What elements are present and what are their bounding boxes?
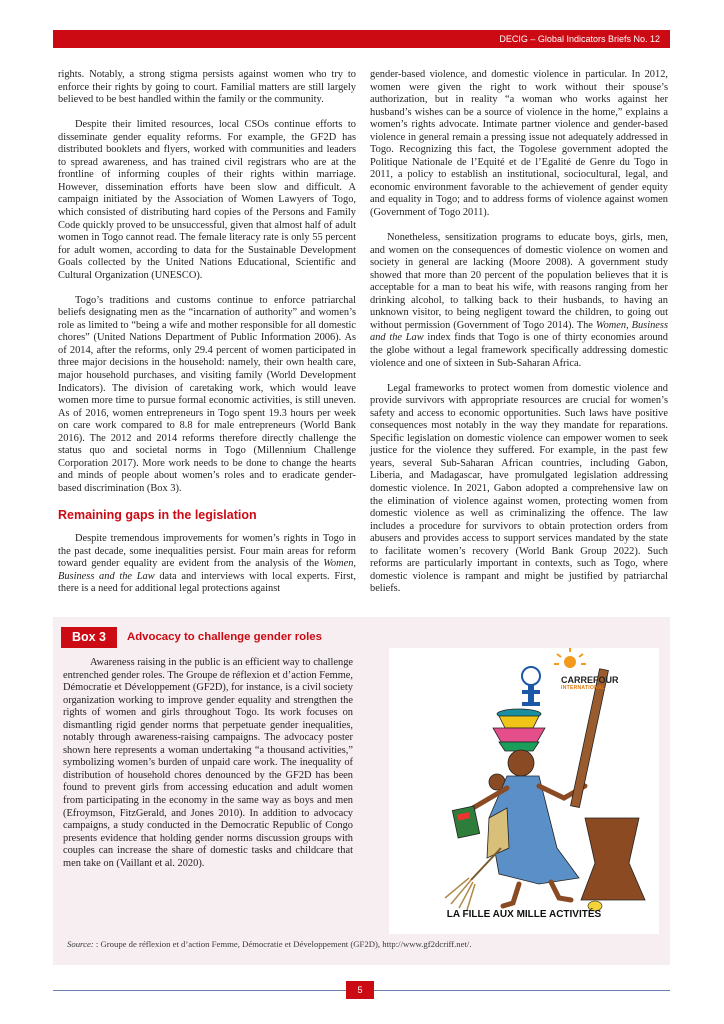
header-title: DECIG – Global Indicators Briefs No. 12 <box>499 34 660 44</box>
box-paragraph: Awareness raising in the public is an efficient way to challenge entrenched gender roles. The Groupe de réflexion et d’action Femme, Démocratie et Développement (GF2D), for instance, is a civil society organization working to improve gender equality and strengthen the rights of women and girls throughout Togo. Its work focuses on dismantling rigid gender norms that perpetuate gender inequalities, notably through awareness-raising campaigns. The advocacy poster shown here represents a woman undertaking “a thousand activities,” symbolizing women’s burden of unpaid care work. The inequality of distribution of household chores denounced by the GF2D has been found to prevent girls from accessing education and adult women from participating in the economy in the same way as boys and men (Efroymson, FitzGerald, and Jones 2010). In addition to advocacy campaigns, a study conducted in the Democratic Republic of Congo presents evidence that holding gender norms discussion groups with couples can increase the share of domestic tasks and childcare that men take on (Vaillant et al. 2020). <box>63 657 353 869</box>
source-label: Source: <box>67 939 94 949</box>
left-paragraph-1: rights. Notably, a strong stigma persists against women who try to enforce their rights by going to court. Familial matters are still largely believed to be best handled within the family or the community. <box>58 69 356 106</box>
box-3 <box>53 617 670 965</box>
box-label: Box 3 <box>61 627 117 648</box>
box-source <box>67 939 472 949</box>
left-column <box>58 69 356 596</box>
poster-caption: LA FILLE AUX MILLE ACTIVITÉS <box>446 909 602 920</box>
page-number: 5 <box>346 981 374 999</box>
right-column <box>370 69 668 596</box>
poster-logo-main: CARREFOUR <box>561 675 619 685</box>
left-paragraph-2: Despite their limited resources, local CSOs continue efforts to disseminate gender equality reforms. For example, the GF2D has distributed booklets and flyers, worked with communities and leaders to spread awareness, and has trained civil registrars who are at the frontline of informing couples of their rights within marriage. However, dissemination efforts have been slow and difficult. A campaign initiated by the Association of Women Lawyers of Togo, which consisted of distributing hard copies of the Persons and Family Code quickly proved to be unsuccessful, given that almost half of adult women in Togo cannot read. The female literacy rate is only 55 percent for adult women, according to data for the Sustainable Development Goals collected by the United Nations Educational, Scientific and Cultural Organization (UNESCO). <box>58 119 356 281</box>
right-paragraph-3: Legal frameworks to protect women from domestic violence and provide survivors with appropriate resources are crucial for women’s safety and access to economic opportunities. Such laws have positive consequences most notably in the way they mandate for reparations. Specific legislation on domestic violence can empower women to seek justice for the violence they suffered. For example, in the past few years, several Sub-Saharan African countries, including Gabon, Liberia, and Madagascar, have promulgated legislation addressing domestic violence. In 2021, Gabon adopted a comprehensive law on the elimination of violence against women, protecting women from domestic violence as well as criminalizing the offence. The law includes a procedure for survivors to obtain protection orders from abusers and provides access to support services mandated by the state to facilitate women’s recovery (World Bank Group 2022). Such reforms are particularly important in contexts, such as Togo, where domestic violence is rampant and might be justified by patriarchal beliefs. <box>370 382 668 595</box>
source-text: : Groupe de réflexion et d’action Femme, Démocratie et Développement (GF2D), http://www.gf2dcriff.net/. <box>93 939 472 949</box>
book-icon <box>452 806 479 838</box>
broom-icon <box>445 848 501 910</box>
advocacy-poster <box>389 648 659 934</box>
right-paragraph-2: Nonetheless, sensitization programs to educate boys, girls, men, and women on the consequences of domestic violence on women and society in general are lacking (Moore 2008). A government study showed that more than 20 percent of the population believes that it is acceptable for a man to beat his wife, with reasons ranging from her drinking alcohol, to talking back to their husbands, to having an unknown visitor, to being negligent toward the children, to going out without permission (Government of Togo 2014). The Women, Business and the Law index finds that Togo is one of thirty economies around the globe without a legal framework specifically addressing domestic violence and one of sixteen in Sub-Saharan Africa. <box>370 232 668 369</box>
header-bar <box>53 30 670 48</box>
box-title: Advocacy to challenge gender roles <box>127 631 322 643</box>
carrefour-logo-icon <box>554 648 586 668</box>
box-text <box>63 657 353 870</box>
stacked-bowls-icon <box>493 709 545 751</box>
left-paragraph-4: Despite tremendous improvements for women’s rights in Togo in the past decade, some inequalities persist. Four main areas for reform toward gender equality are evident from the analysis of the Women, Business and the Law data and interviews with local experts. First, there is a need for additional legal protections against <box>58 533 356 595</box>
left-paragraph-3: Togo’s traditions and customs continue to enforce patriarchal beliefs designating men as the “incarnation of authority” and women’s role as limited to “being a wife and mother responsible for all domestic chores” (United Nations Department of Public Information 2006). As of 2014, after the reforms, only 29.4 percent of women participated in three major decisions in the household: namely, their own health care, major household purchases, and visiting family (World Development Indicators). The division of caretaking work, which would leave women more time to pursue formal economic activities, is still uneven. As of 2016, women entrepreneurs in Togo spent 19.3 hours per week on care work compared to 8.8 for male entrepreneurs (World Bank 2016). The 2012 and 2014 reforms therefore directly challenge the status quo and societal norms in Togo (Millennium Challenge Corporation 2017). More work needs to be done to change the hearts and minds of people about women’s roles and to eradicate gender-based discrimination (Box 3). <box>58 294 356 494</box>
poster-logo-sub: INTERNATIONAL <box>561 685 606 691</box>
poster-illustration <box>389 648 659 934</box>
mortar-icon <box>581 818 645 900</box>
gf2d-logo-icon <box>522 667 540 706</box>
section-heading: Remaining gaps in the legislation <box>58 508 257 522</box>
right-paragraph-1: gender-based violence, and domestic violence in particular. In 2012, women were given the right to work without their spouse’s authorization, but in reality “a woman who works against her husband’s wishes can be a source of violence in the home,” explains a women’s rights advocate. Intimate partner violence and gender-based violence in general remain a pressing issue not adequately addressed in Togo. Recognizing this fact, the Togolese government adopted the Politique Nationale de l’Equité et de l’Egalité de Genre du Togo in 2011, a policy to establish an institutional, sociocultural, legal, and economic environment favorable to the achievement of gender equity and equality in Togo; and to address forms of violence against women (Government of Togo 2011). <box>370 69 668 219</box>
woman-head-icon <box>508 750 534 776</box>
